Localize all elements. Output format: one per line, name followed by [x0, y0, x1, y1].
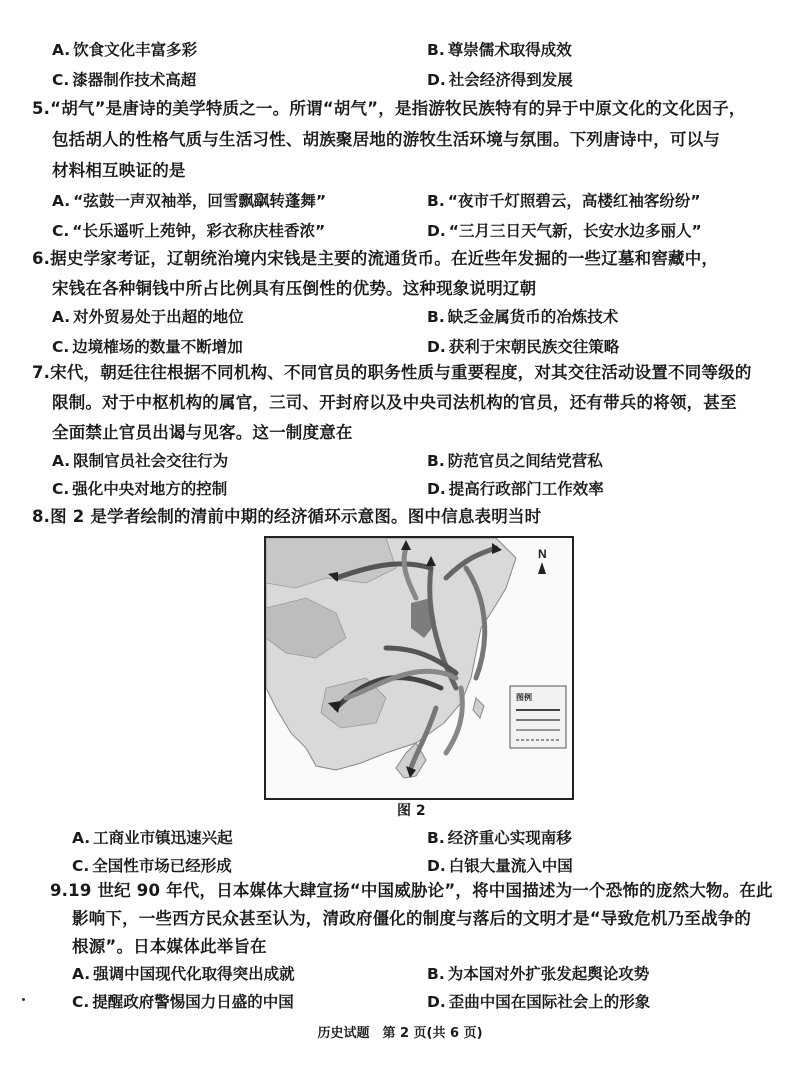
q7-stem-line-2: 限制。对于中枢机构的属官，三司、开封府以及中央司法机构的官员，还有带兵的将领，甚至 [52, 393, 737, 412]
page-footer: 历史试题 第 2 页(共 6 页) [317, 1026, 483, 1041]
q6-option-b[interactable]: B. 缺乏金属货币的冶炼技术 [427, 308, 619, 326]
q4-option-b[interactable]: B. 尊崇儒术取得成效 [427, 41, 572, 59]
q7-option-b[interactable]: B. 防范官员之间结党营私 [427, 452, 603, 470]
economic-cycle-map [264, 536, 574, 800]
q7-option-c[interactable]: C. 强化中央对地方的控制 [52, 480, 228, 498]
q8-stem-line-1: 8.图 2 是学者绘制的清前中期的经济循环示意图。图中信息表明当时 [32, 507, 542, 526]
q9-stem-line-2: 影响下，一些西方民众甚至认为，清政府僵化的制度与落后的文明才是“导致危机乃至战争的 [72, 909, 752, 928]
q8-option-c[interactable]: C. 全国性市场已经形成 [72, 857, 232, 875]
q5-option-c[interactable]: C. “长乐遥听上苑钟，彩衣称庆桂香浓” [52, 222, 326, 240]
north-arrow [538, 547, 547, 574]
q4-option-a[interactable]: A. 饮食文化丰富多彩 [52, 41, 198, 59]
q5-stem-line-1: 5.“胡气”是唐诗的美学特质之一。所谓“胡气”，是指游牧民族特有的异于中原文化的文化因子， [32, 99, 746, 118]
q9-option-c[interactable]: C. 提醒政府警惕国力日盛的中国 [72, 993, 294, 1011]
q9-stem-line-3: 根源”。日本媒体此举旨在 [72, 937, 267, 956]
figure-caption: 图 2 [397, 803, 426, 819]
q4-option-c[interactable]: C. 漆器制作技术高超 [52, 71, 197, 89]
map-legend [510, 686, 566, 748]
q7-stem-line-3: 全面禁止官员出谒与见客。这一制度意在 [52, 423, 353, 442]
north-label: N [538, 547, 547, 561]
north-arrow-head [538, 562, 546, 574]
q9-option-b[interactable]: B. 为本国对外扩张发起舆论攻势 [427, 965, 650, 983]
q5-stem-line-3: 材料相互映证的是 [52, 161, 186, 180]
q7-option-d[interactable]: D. 提高行政部门工作效率 [427, 480, 604, 498]
q5-stem-line-2: 包括胡人的性格气质与生活习性、胡族聚居地的游牧生活环境与氛围。下列唐诗中，可以与 [52, 130, 720, 149]
q7-option-a[interactable]: A. 限制官员社会交往行为 [52, 452, 229, 470]
q7-stem-line-1: 7.宋代，朝廷往往根据不同机构、不同官员的职务性质与重要程度，对其交往活动设置不同等级的 [32, 363, 752, 382]
q6-stem-line-2: 宋钱在各种铜钱中所占比例具有压倒性的优势。这种现象说明辽朝 [52, 279, 537, 298]
q6-stem-line-1: 6.据史学家考证，辽朝统治境内宋钱是主要的流通货币。在近些年发掘的一些辽墓和窖藏中， [32, 249, 719, 268]
q4-option-d[interactable]: D. 社会经济得到发展 [427, 71, 573, 89]
map-island [473, 698, 484, 718]
q8-option-b[interactable]: B. 经济重心实现南移 [427, 829, 572, 847]
q5-option-d[interactable]: D. “三月三日天气新，长安水边多丽人” [427, 222, 702, 240]
q5-option-a[interactable]: A. “弦鼓一声双袖举，回雪飘飖转蓬舞” [52, 192, 327, 210]
legend-title: 图例 [516, 693, 532, 702]
map-graphic [266, 538, 572, 798]
q6-option-a[interactable]: A. 对外贸易处于出超的地位 [52, 308, 244, 326]
q9-option-a[interactable]: A. 强调中国现代化取得突出成就 [72, 965, 295, 983]
q9-stem-line-1: 9.19 世纪 90 年代，日本媒体大肆宣扬“中国威胁论”，将中国描述为一个恐怖的庞然大物。在此 [50, 881, 773, 900]
q8-option-d[interactable]: D. 白银大量流入中国 [427, 857, 573, 875]
q9-option-d[interactable]: D. 歪曲中国在国际社会上的形象 [427, 993, 651, 1011]
q5-option-b[interactable]: B. “夜市千灯照碧云，高楼红袖客纷纷” [427, 192, 701, 210]
q6-option-d[interactable]: D. 获利于宋朝民族交往策略 [427, 338, 620, 356]
q6-option-c[interactable]: C. 边境榷场的数量不断增加 [52, 338, 243, 356]
scan-speck [22, 998, 25, 1001]
q8-option-a[interactable]: A. 工商业市镇迅速兴起 [72, 829, 233, 847]
